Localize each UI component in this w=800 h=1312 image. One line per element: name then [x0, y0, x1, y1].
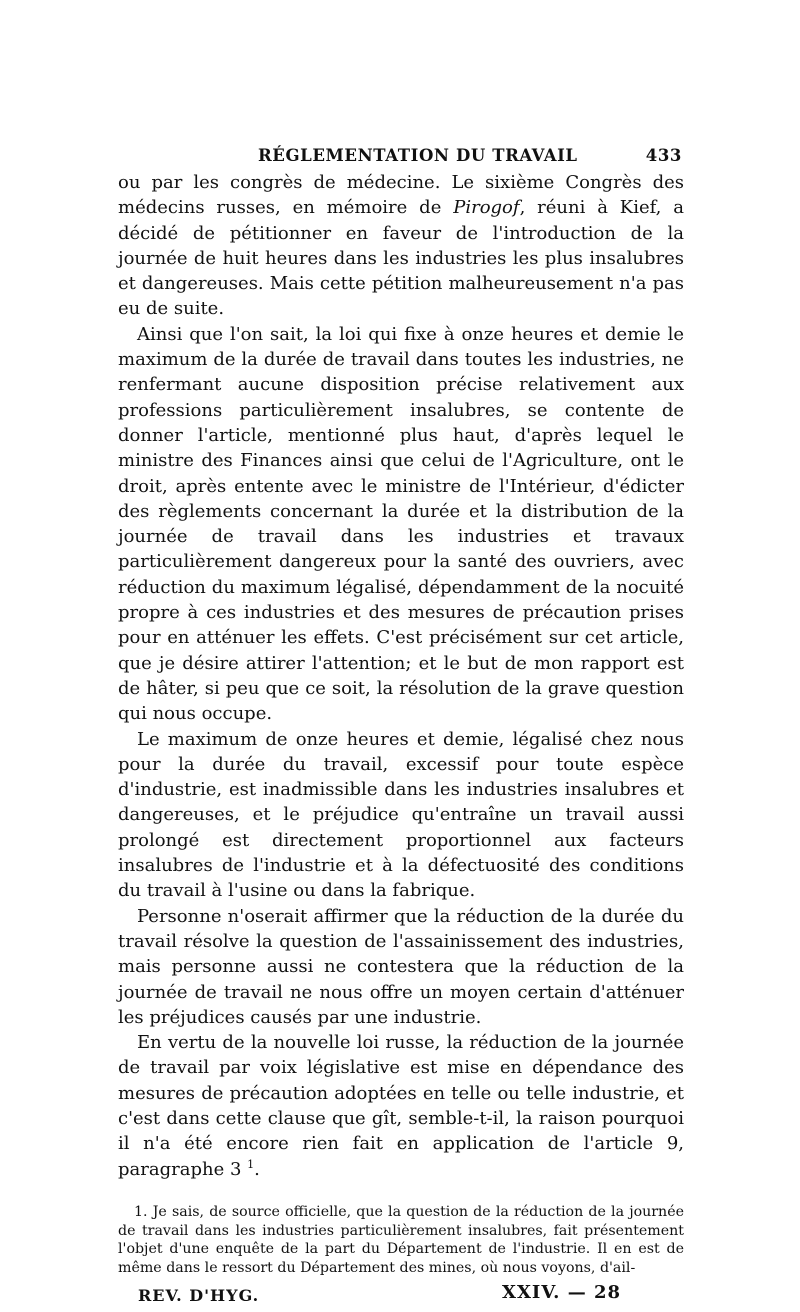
paragraph-5-text: En vertu de la nouvelle loi russe, la réduction de la journée de travail par voix législative est mise en dépendance des mesures de précaution adoptées en telle ou telle industrie, et c'est dans cette clause que gît, semble-t-il, la raison pourquoi il n'a été encore rien fait en application de l'article 9, paragraphe 3	[118, 1032, 684, 1180]
paragraph-2: Ainsi que l'on sait, la loi qui fixe à onze heures et demie le maximum de la durée de travail dans toutes les industries, ne renfermant aucune disposition précise relativement aux professions particulièrement insalubres, se contente de donner l'article, mentionné plus haut, d'après lequel le ministre des Finances ainsi que celui de l'Agriculture, ont le droit, après entente avec le ministre de l'Intérieur, d'édicter des règlements concernant la durée et la distribution de la journée de travail dans les industries et travaux particulièrement dangereux pour la santé des ouvriers, avec réduction du maximum légalisé, dépendamment de la nocuité propre à ces industries et des mesures de précaution prises pour en atténuer les effets. C'est précisément sur cet article, que je désire attirer l'attention; et le but de mon rapport est de hâter, si peu que ce soit, la résolution de la grave question qui nous occupe.	[118, 323, 684, 725]
running-title: RÉGLEMENTATION DU TRAVAIL	[258, 146, 578, 165]
footnote-reference: 1	[247, 1157, 255, 1171]
page-footer	[118, 1282, 684, 1312]
paragraph-3: Le maximum de onze heures et demie, légalisé chez nous pour la durée du travail, excessif pour toute espèce d'industrie, est inadmissible dans les industries insalubres et dangereuses, et le préjudice qu'entraîne un travail aussi prolongé est directement proportionnel aux facteurs insalubres de l'industrie et à la défectuosité des conditions du travail à l'usine ou dans la fabrique.	[118, 728, 684, 902]
signature-mark: XXIV. — 28	[502, 1282, 622, 1304]
footnote	[118, 1203, 684, 1278]
paragraph-1	[118, 170, 684, 322]
journal-abbreviation: REV. D'HYG.	[138, 1286, 260, 1306]
footnote-text: Je sais, de source officielle, que la question de la réduction de la journée de travail dans les industries particulièrement insalubres, fait présentement l'objet d'une enquête de la part du Département de l'industrie. Il en est de même dans le ressort du Département des mines, où nous voyons, d'ail-	[118, 1203, 684, 1277]
document-page	[118, 140, 684, 1312]
paragraph-4: Personne n'oserait affirmer que la réduction de la durée du travail résolve la question de l'assainissement des industries, mais personne aussi ne contestera que la réduction de la journée de travail ne nous offre un moyen certain d'atténuer les préjudices causés par une industrie.	[118, 905, 684, 1028]
paragraph-1-after: , réuni à Kief, a décidé de pétitionner en faveur de l'introduction de la journée de huit heures dans les industries les plus insalubres et dangereuses. Mais cette pétition malheureusement n'a pas eu de suite.	[118, 197, 684, 320]
page-header	[118, 140, 684, 170]
footnote-number: 1.	[134, 1203, 148, 1220]
pirogof-name: Pirogof	[453, 197, 520, 219]
page-number: 433	[645, 146, 682, 165]
paragraph-5	[118, 1030, 684, 1182]
body-text	[118, 170, 684, 1182]
paragraph-5-end: .	[254, 1158, 260, 1180]
paragraph-1-before: ou par les congrès de médecine. Le sixième Congrès des médecins russes, en mémoire de	[118, 172, 684, 219]
